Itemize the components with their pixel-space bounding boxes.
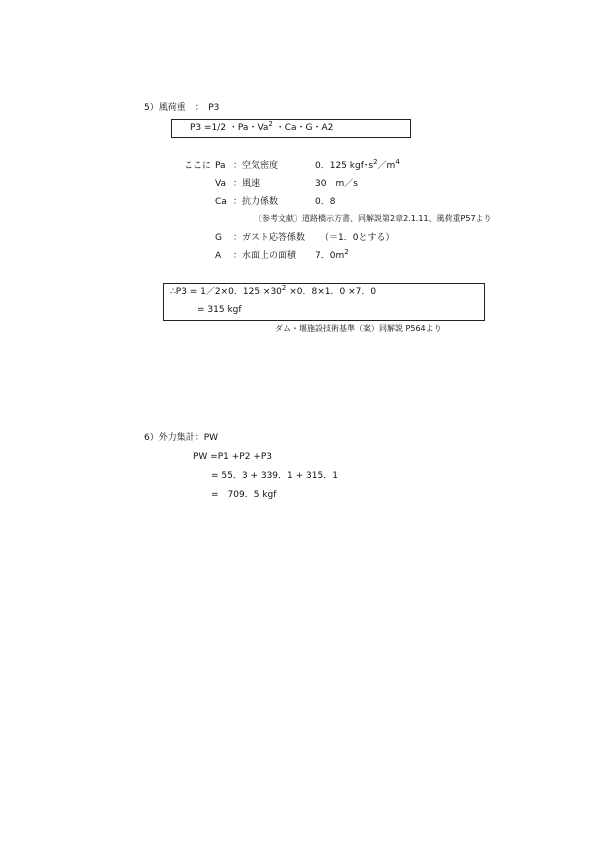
def-value-va: 30 m／s xyxy=(315,179,358,189)
pa-value-tail-exp: 4 xyxy=(395,158,400,166)
def-symbol-a: A xyxy=(215,251,222,261)
result-line-1-exp: 2 xyxy=(281,284,287,292)
pa-value-exp: 2 xyxy=(373,158,378,166)
pw-line-2: = 55．3 + 339．1 + 315．1 xyxy=(211,471,338,481)
def-symbol-pa: Pa xyxy=(215,161,226,171)
def-desc-va: ：風速 xyxy=(233,179,261,189)
def-symbol-g: G xyxy=(215,233,222,243)
section6-heading: 6）外力集計：PW xyxy=(144,433,219,443)
a-value: 7．0m xyxy=(315,251,345,261)
pa-value-tail: ／m xyxy=(377,161,396,171)
wind-load-formula xyxy=(190,120,334,133)
pw-line-3: = 709．5 kgf xyxy=(211,490,277,500)
def-desc-pa: ：空気密度 xyxy=(233,161,279,171)
def-value-pa xyxy=(315,158,400,171)
def-symbol-ca: Ca xyxy=(215,197,227,207)
pa-value: 0．125 kgf･s xyxy=(315,161,374,171)
def-desc-g: ：ガスト応答係数 xyxy=(233,233,306,243)
section5-heading: 5）風荷重 ： P3 xyxy=(144,103,220,113)
a-value-exp: 2 xyxy=(344,248,349,256)
def-value-g: （＝1．0とする） xyxy=(320,233,395,243)
formula-exp: 2 xyxy=(268,120,273,128)
formula-rhs: ・Ca・G・A2 xyxy=(272,123,334,133)
result-line-1-pre: ∴P3 = 1／2×0．125 ×30 xyxy=(170,287,282,297)
definitions-intro: ここに xyxy=(184,161,212,171)
def-desc-a: ：水面上の面積 xyxy=(233,251,297,261)
pw-line-1: PW =P1 +P2 +P3 xyxy=(193,452,272,462)
source-note: ダム・堰施設技術基準（案）同解説 P564より xyxy=(275,324,442,333)
result-line-1-post: ×0．8×1．0 ×7．0 xyxy=(286,287,377,297)
result-line-2: = 315 kgf xyxy=(197,305,242,315)
reference-note: 〔参考文献〕道路橋示方書、同解説第2章2.1.11、風荷重P57より xyxy=(254,214,492,223)
def-symbol-va: Va xyxy=(215,179,226,189)
formula-lhs: P3 =1/2 ・Pa・Va xyxy=(190,123,269,133)
result-line-1 xyxy=(170,284,377,297)
def-desc-ca: ：抗力係数 xyxy=(233,197,279,207)
def-value-a xyxy=(315,248,349,261)
def-value-ca: 0．8 xyxy=(315,197,336,207)
